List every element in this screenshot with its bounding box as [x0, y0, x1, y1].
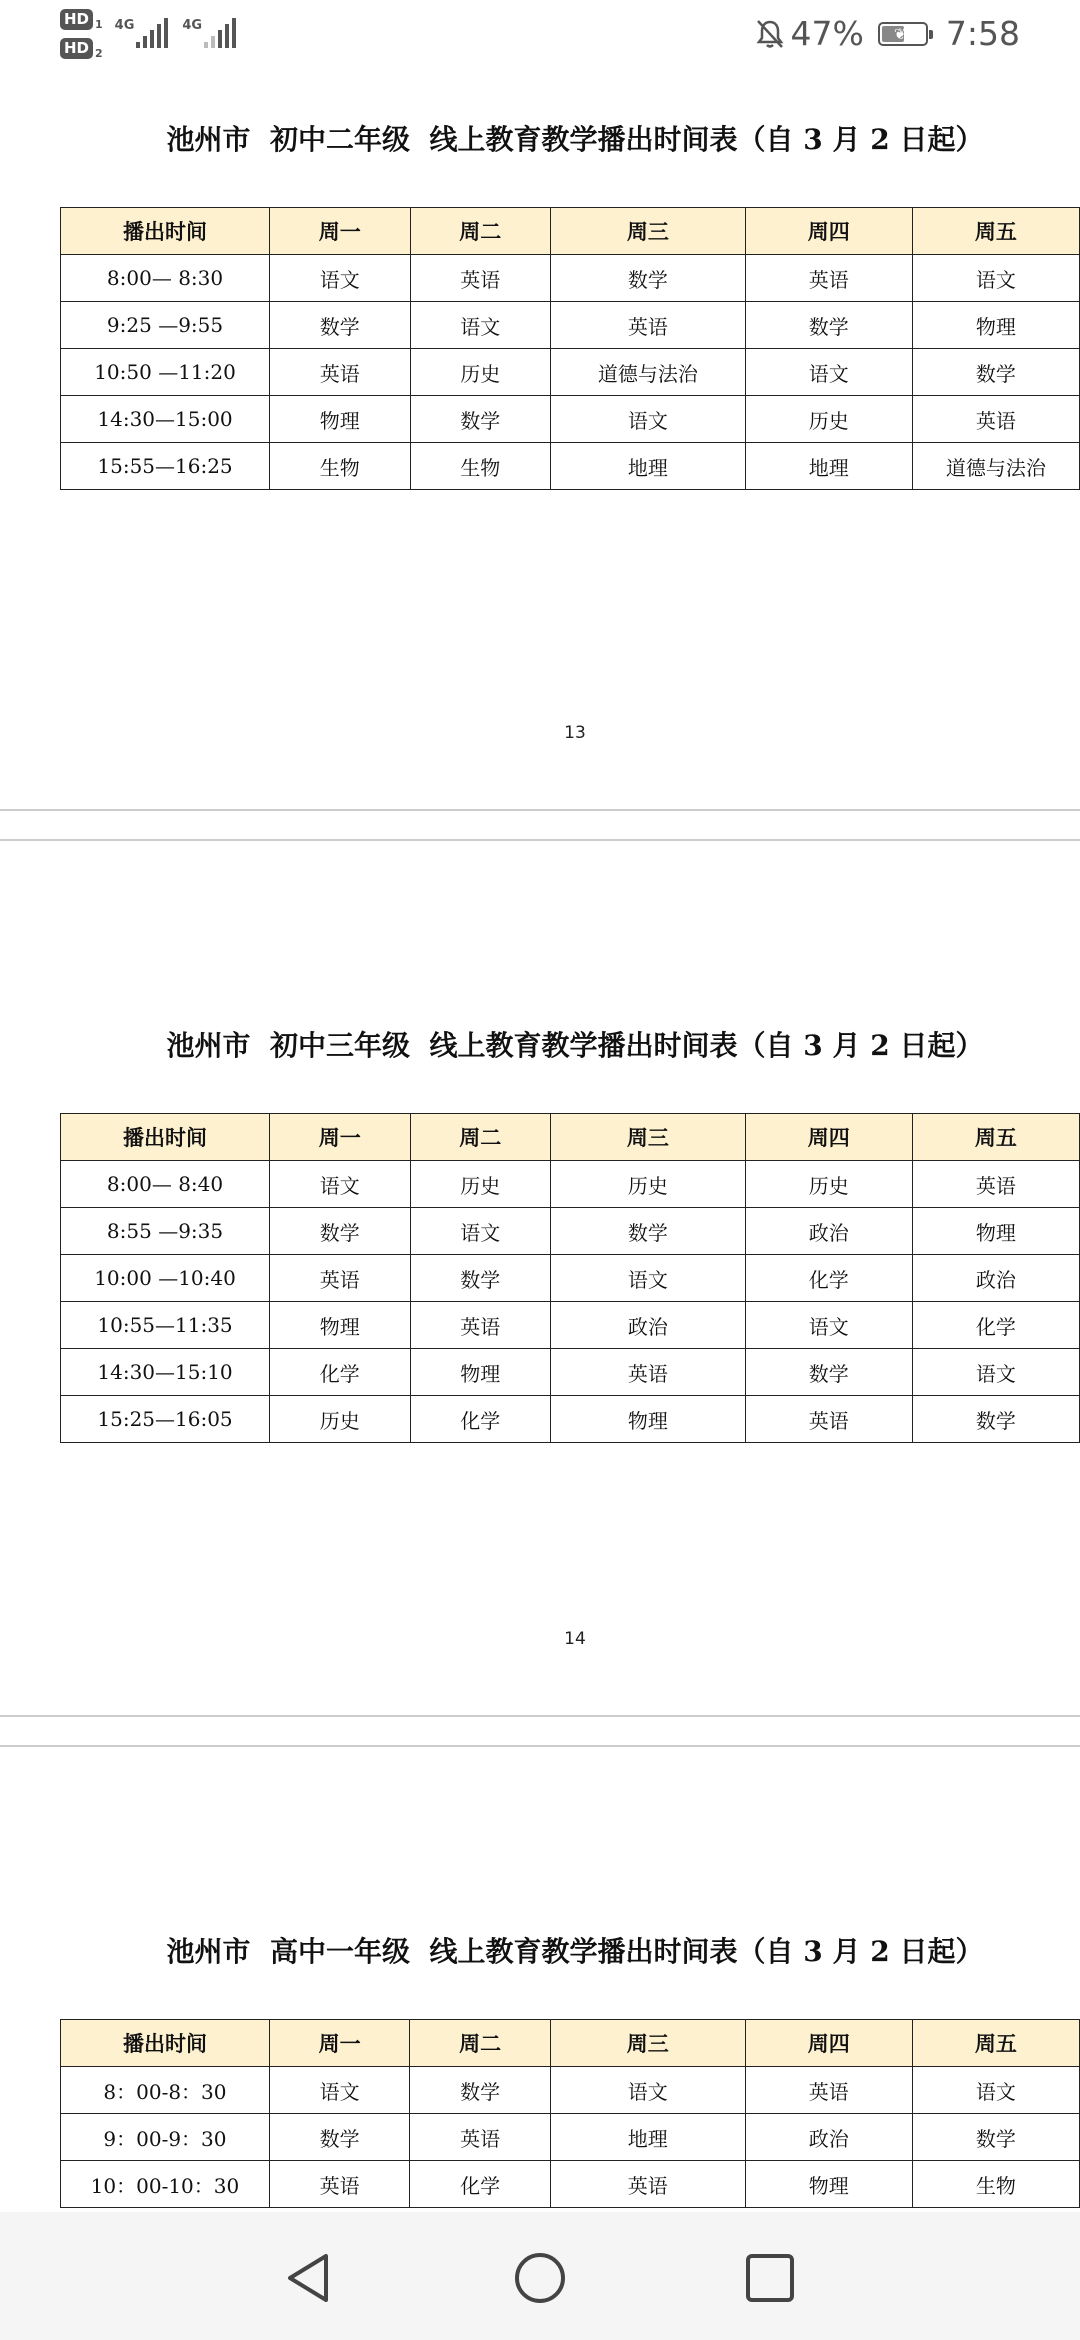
- page-title: 池州市 初中二年级 线上教育教学播出时间表（自 3 月 2 日起）: [166, 123, 984, 156]
- header-cell: 周二: [410, 208, 550, 255]
- page-separator: [0, 809, 1080, 841]
- header-cell: 播出时间: [61, 2020, 270, 2067]
- subject-cell: 物理: [410, 1349, 550, 1396]
- header-cell: 周五: [912, 1114, 1079, 1161]
- header-cell: 周五: [912, 208, 1079, 255]
- time-cell: 8:55 —9:35: [61, 1208, 270, 1255]
- subject-cell: 语文: [550, 1255, 745, 1302]
- subject-cell: 数学: [745, 302, 912, 349]
- home-circle-icon[interactable]: [512, 2250, 568, 2306]
- subject-cell: 英语: [745, 1396, 912, 1443]
- page-separator: [0, 1715, 1080, 1747]
- subject-cell: 语文: [410, 1208, 550, 1255]
- table-header-row: [61, 208, 1080, 255]
- subject-cell: 英语: [410, 1302, 550, 1349]
- battery-percent: 47%: [790, 14, 864, 53]
- time-cell: 15:25—16:05: [61, 1396, 270, 1443]
- subject-cell: 政治: [550, 1302, 745, 1349]
- back-triangle-icon[interactable]: [282, 2250, 338, 2306]
- time-cell: 10:00 —10:40: [61, 1255, 270, 1302]
- subject-cell: 语文: [912, 1349, 1079, 1396]
- header-cell: 周一: [269, 2020, 409, 2067]
- subject-cell: 语文: [912, 255, 1079, 302]
- subject-cell: 语文: [269, 2067, 409, 2114]
- subject-cell: 数学: [912, 349, 1079, 396]
- subject-cell: 英语: [270, 1255, 410, 1302]
- table-header-row: [61, 2020, 1080, 2067]
- header-cell: 周二: [410, 1114, 550, 1161]
- navigation-bar: [0, 2212, 1080, 2340]
- subject-cell: 政治: [912, 1255, 1079, 1302]
- subject-cell: 历史: [745, 1161, 912, 1208]
- subject-cell: 语文: [410, 302, 550, 349]
- table-row: [61, 302, 1080, 349]
- subject-cell: 英语: [270, 349, 410, 396]
- time-cell: 15:55—16:25: [61, 443, 270, 490]
- subject-cell: 物理: [912, 302, 1079, 349]
- subject-cell: 道德与法治: [912, 443, 1079, 490]
- time-cell: 8:00— 8:30: [61, 255, 270, 302]
- status-bar: [0, 0, 1080, 72]
- hd-sim2-icon: HD 2: [60, 37, 103, 60]
- battery-saver-icon: ❦: [878, 22, 928, 46]
- subject-cell: 英语: [745, 2067, 912, 2114]
- subject-cell: 物理: [550, 1396, 745, 1443]
- subject-cell: 英语: [912, 1161, 1079, 1208]
- subject-cell: 化学: [410, 1396, 550, 1443]
- page-title: 池州市 初中三年级 线上教育教学播出时间表（自 3 月 2 日起）: [166, 1029, 984, 1062]
- header-cell: 周三: [550, 208, 745, 255]
- table-row: [61, 255, 1080, 302]
- header-cell: 播出时间: [61, 1114, 270, 1161]
- signal-sim1-icon: 4G: [115, 18, 169, 48]
- time-cell: 8:00— 8:40: [61, 1161, 270, 1208]
- subject-cell: 语文: [270, 1161, 410, 1208]
- time-cell: 10:55—11:35: [61, 1302, 270, 1349]
- table-row: [61, 349, 1080, 396]
- time-cell: 8：00-8：30: [61, 2067, 270, 2114]
- table-row: [61, 1208, 1080, 1255]
- page-title: 池州市 高中一年级 线上教育教学播出时间表（自 3 月 2 日起）: [166, 1935, 984, 1968]
- table-row: [61, 1255, 1080, 1302]
- subject-cell: 语文: [270, 255, 410, 302]
- header-cell: 周三: [550, 1114, 745, 1161]
- header-cell: 周四: [745, 208, 912, 255]
- subject-cell: 化学: [912, 1302, 1079, 1349]
- time-cell: 14:30—15:00: [61, 396, 270, 443]
- subject-cell: 历史: [410, 349, 550, 396]
- table-row: [61, 1396, 1080, 1443]
- time-cell: 10：00-10：30: [61, 2161, 270, 2208]
- subject-cell: 数学: [912, 1396, 1079, 1443]
- subject-cell: 英语: [550, 302, 745, 349]
- table-row: [61, 396, 1080, 443]
- header-cell: 播出时间: [61, 208, 270, 255]
- subject-cell: 数学: [270, 302, 410, 349]
- subject-cell: 英语: [269, 2161, 409, 2208]
- subject-cell: 语文: [550, 396, 745, 443]
- time-cell: 9:25 —9:55: [61, 302, 270, 349]
- table-row: [61, 2161, 1080, 2208]
- subject-cell: 数学: [270, 1208, 410, 1255]
- time-cell: 9：00-9：30: [61, 2114, 270, 2161]
- subject-cell: 化学: [410, 2161, 550, 2208]
- header-cell: 周三: [550, 2020, 745, 2067]
- signal-sim2-icon: 4G: [182, 18, 236, 48]
- subject-cell: 语文: [745, 1302, 912, 1349]
- table-row: [61, 443, 1080, 490]
- clock: 7:58: [945, 14, 1020, 53]
- header-cell: 周四: [745, 1114, 912, 1161]
- subject-cell: 语文: [912, 2067, 1079, 2114]
- subject-cell: 英语: [410, 2114, 550, 2161]
- subject-cell: 语文: [745, 349, 912, 396]
- table-row: [61, 2067, 1080, 2114]
- header-cell: 周一: [270, 1114, 410, 1161]
- subject-cell: 地理: [550, 443, 745, 490]
- subject-cell: 数学: [745, 1349, 912, 1396]
- subject-cell: 物理: [270, 1302, 410, 1349]
- table-row: [61, 1349, 1080, 1396]
- subject-cell: 历史: [270, 1396, 410, 1443]
- subject-cell: 英语: [912, 396, 1079, 443]
- header-cell: 周二: [410, 2020, 550, 2067]
- subject-cell: 物理: [270, 396, 410, 443]
- subject-cell: 地理: [745, 443, 912, 490]
- table-row: [61, 1161, 1080, 1208]
- subject-cell: 生物: [270, 443, 410, 490]
- header-cell: 周五: [912, 2020, 1079, 2067]
- hd-sim1-icon: HD 1: [60, 8, 103, 31]
- subject-cell: 生物: [912, 2161, 1079, 2208]
- schedule-table: [60, 207, 1080, 490]
- subject-cell: 道德与法治: [550, 349, 745, 396]
- subject-cell: 数学: [550, 255, 745, 302]
- schedule-table: [60, 1113, 1080, 1443]
- subject-cell: 英语: [745, 255, 912, 302]
- subject-cell: 化学: [745, 1255, 912, 1302]
- header-cell: 周一: [270, 208, 410, 255]
- subject-cell: 历史: [550, 1161, 745, 1208]
- subject-cell: 数学: [410, 2067, 550, 2114]
- time-cell: 14:30—15:10: [61, 1349, 270, 1396]
- recents-square-icon[interactable]: [742, 2250, 798, 2306]
- subject-cell: 历史: [410, 1161, 550, 1208]
- subject-cell: 语文: [550, 2067, 745, 2114]
- subject-cell: 生物: [410, 443, 550, 490]
- subject-cell: 数学: [410, 1255, 550, 1302]
- table-header-row: [61, 1114, 1080, 1161]
- subject-cell: 地理: [550, 2114, 745, 2161]
- subject-cell: 英语: [410, 255, 550, 302]
- table-row: [61, 2114, 1080, 2161]
- subject-cell: 政治: [745, 1208, 912, 1255]
- schedule-table: [60, 2019, 1080, 2208]
- subject-cell: 数学: [410, 396, 550, 443]
- time-cell: 10:50 —11:20: [61, 349, 270, 396]
- subject-cell: 数学: [550, 1208, 745, 1255]
- bell-muted-icon: [755, 18, 785, 50]
- subject-cell: 化学: [270, 1349, 410, 1396]
- header-cell: 周四: [745, 2020, 912, 2067]
- subject-cell: 物理: [745, 2161, 912, 2208]
- subject-cell: 数学: [269, 2114, 409, 2161]
- page-number: 14: [564, 1629, 586, 1649]
- subject-cell: 历史: [745, 396, 912, 443]
- subject-cell: 政治: [745, 2114, 912, 2161]
- subject-cell: 英语: [550, 2161, 745, 2208]
- page-number: 13: [564, 723, 586, 743]
- table-row: [61, 1302, 1080, 1349]
- subject-cell: 物理: [912, 1208, 1079, 1255]
- subject-cell: 数学: [912, 2114, 1079, 2161]
- subject-cell: 英语: [550, 1349, 745, 1396]
